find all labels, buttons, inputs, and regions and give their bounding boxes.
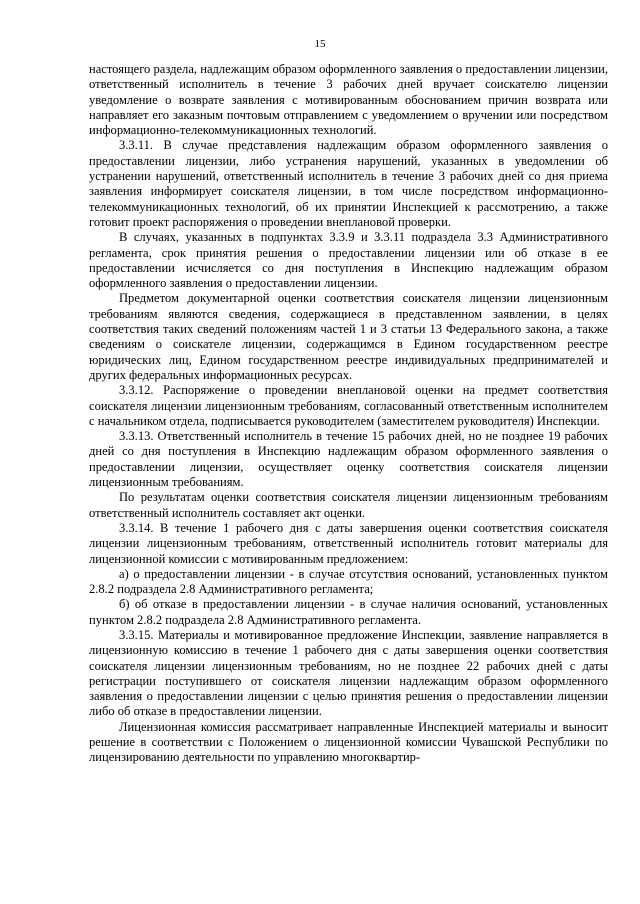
- paragraph-assessment-act: По результатам оценки соответствия соискателя лицензии лицензионным требованиям ответственный исполнитель составляет акт оценки.: [89, 490, 608, 520]
- paragraph-continuation: настоящего раздела, надлежащим образом оформленного заявления о предоставлении лицензии, ответственный исполнитель в течение 3 рабочих дней вручает соискателю лицензии уведомление о возврате заявления с мотивированным обоснованием причин возврата или направляет его заказным почтовым отправлением с уведомлением о вручении или посредством информационно-телекоммуникационных технологий.: [89, 62, 608, 138]
- paragraph-3-3-14: 3.3.14. В течение 1 рабочего дня с даты завершения оценки соответствия соискателя лицензии лицензионным требованиям, ответственный исполнитель готовит материалы для лицензионной комиссии с мотивированным предложением:: [89, 520, 608, 566]
- paragraph-3-3-13: 3.3.13. Ответственный исполнитель в течение 15 рабочих дней, но не позднее 19 рабочих дней со дня поступления в Инспекцию надлежащим образом оформленного заявления о предоставлении лицензии, осуществляет оценку соответствия соискателя лицензии лицензионным требованиям.: [89, 429, 608, 490]
- paragraph-term-calculation: В случаях, указанных в подпунктах 3.3.9 и 3.3.11 подраздела 3.3 Административного регламента, срок принятия решения о предоставлении лицензии или об отказе в ее предоставлении исчисляется со дня поступления в Инспекцию надлежащим образом оформленного заявления о предоставлении лицензии.: [89, 230, 608, 291]
- paragraph-3-3-15: 3.3.15. Материалы и мотивированное предложение Инспекции, заявление направляется в лицензионную комиссию в течение 1 рабочего дня с даты завершения оценки соответствия соискателя лицензии лицензионным требованиям, но не позднее 22 рабочих дней с даты регистрации поступившего от соискателя лицензии надлежащим образом оформленного заявления о предоставлении лицензии с целью принятия решения о предоставлении лицензии либо об отказе в предоставлении лицензии.: [89, 627, 608, 719]
- document-body: [89, 62, 608, 766]
- page-number: 15: [314, 38, 326, 50]
- paragraph-licensing-commission: Лицензионная комиссия рассматривает направленные Инспекцией материалы и выносит решение в соответствии с Положением о лицензионной комиссии Чувашской Республики по лицензированию деятельности по управлению многоквартир-: [89, 719, 608, 765]
- list-item-b: б) об отказе в предоставлении лицензии - в случае наличия оснований, установленных пунктом 2.8.2 подраздела 2.8 Административного регламента.: [89, 597, 608, 627]
- paragraph-documentary-assessment: Предметом документарной оценки соответствия соискателя лицензии лицензионным требованиям являются сведения, содержащиеся в представленном заявлении, в целях соответствия таких сведений положениям частей 1 и 3 статьи 13 Федерального закона, а также сведениям о соискателе лицензии, содержащимся в Едином государственном реестре юридических лиц, Едином государственном реестре индивидуальных предпринимателей и других федеральных информационных ресурсах.: [89, 291, 608, 382]
- list-item-a: а) о предоставлении лицензии - в случае отсутствия оснований, установленных пунктом 2.8.2 подраздела 2.8 Административного регламента;: [89, 566, 608, 597]
- paragraph-3-3-12: 3.3.12. Распоряжение о проведении внеплановой оценки на предмет соответствия соискателя лицензии лицензионным требованиям, согласованный ответственным исполнителем с начальником отдела, подписывается руководителем (заместителем руководителя) Инспекции.: [89, 383, 608, 428]
- paragraph-3-3-11: 3.3.11. В случае представления надлежащим образом оформленного заявления о предоставлении лицензии, либо устранения нарушений, указанных в уведомлении об устранении нарушений, ответственный исполнитель в течение 3 рабочих дней со дня приема заявления информирует соискателя лицензии, в том числе посредством информационно-телекоммуникационных технологий, об их принятии Инспекцией к рассмотрению, а также готовит проект распоряжения о проведении внеплановой проверки.: [89, 138, 608, 229]
